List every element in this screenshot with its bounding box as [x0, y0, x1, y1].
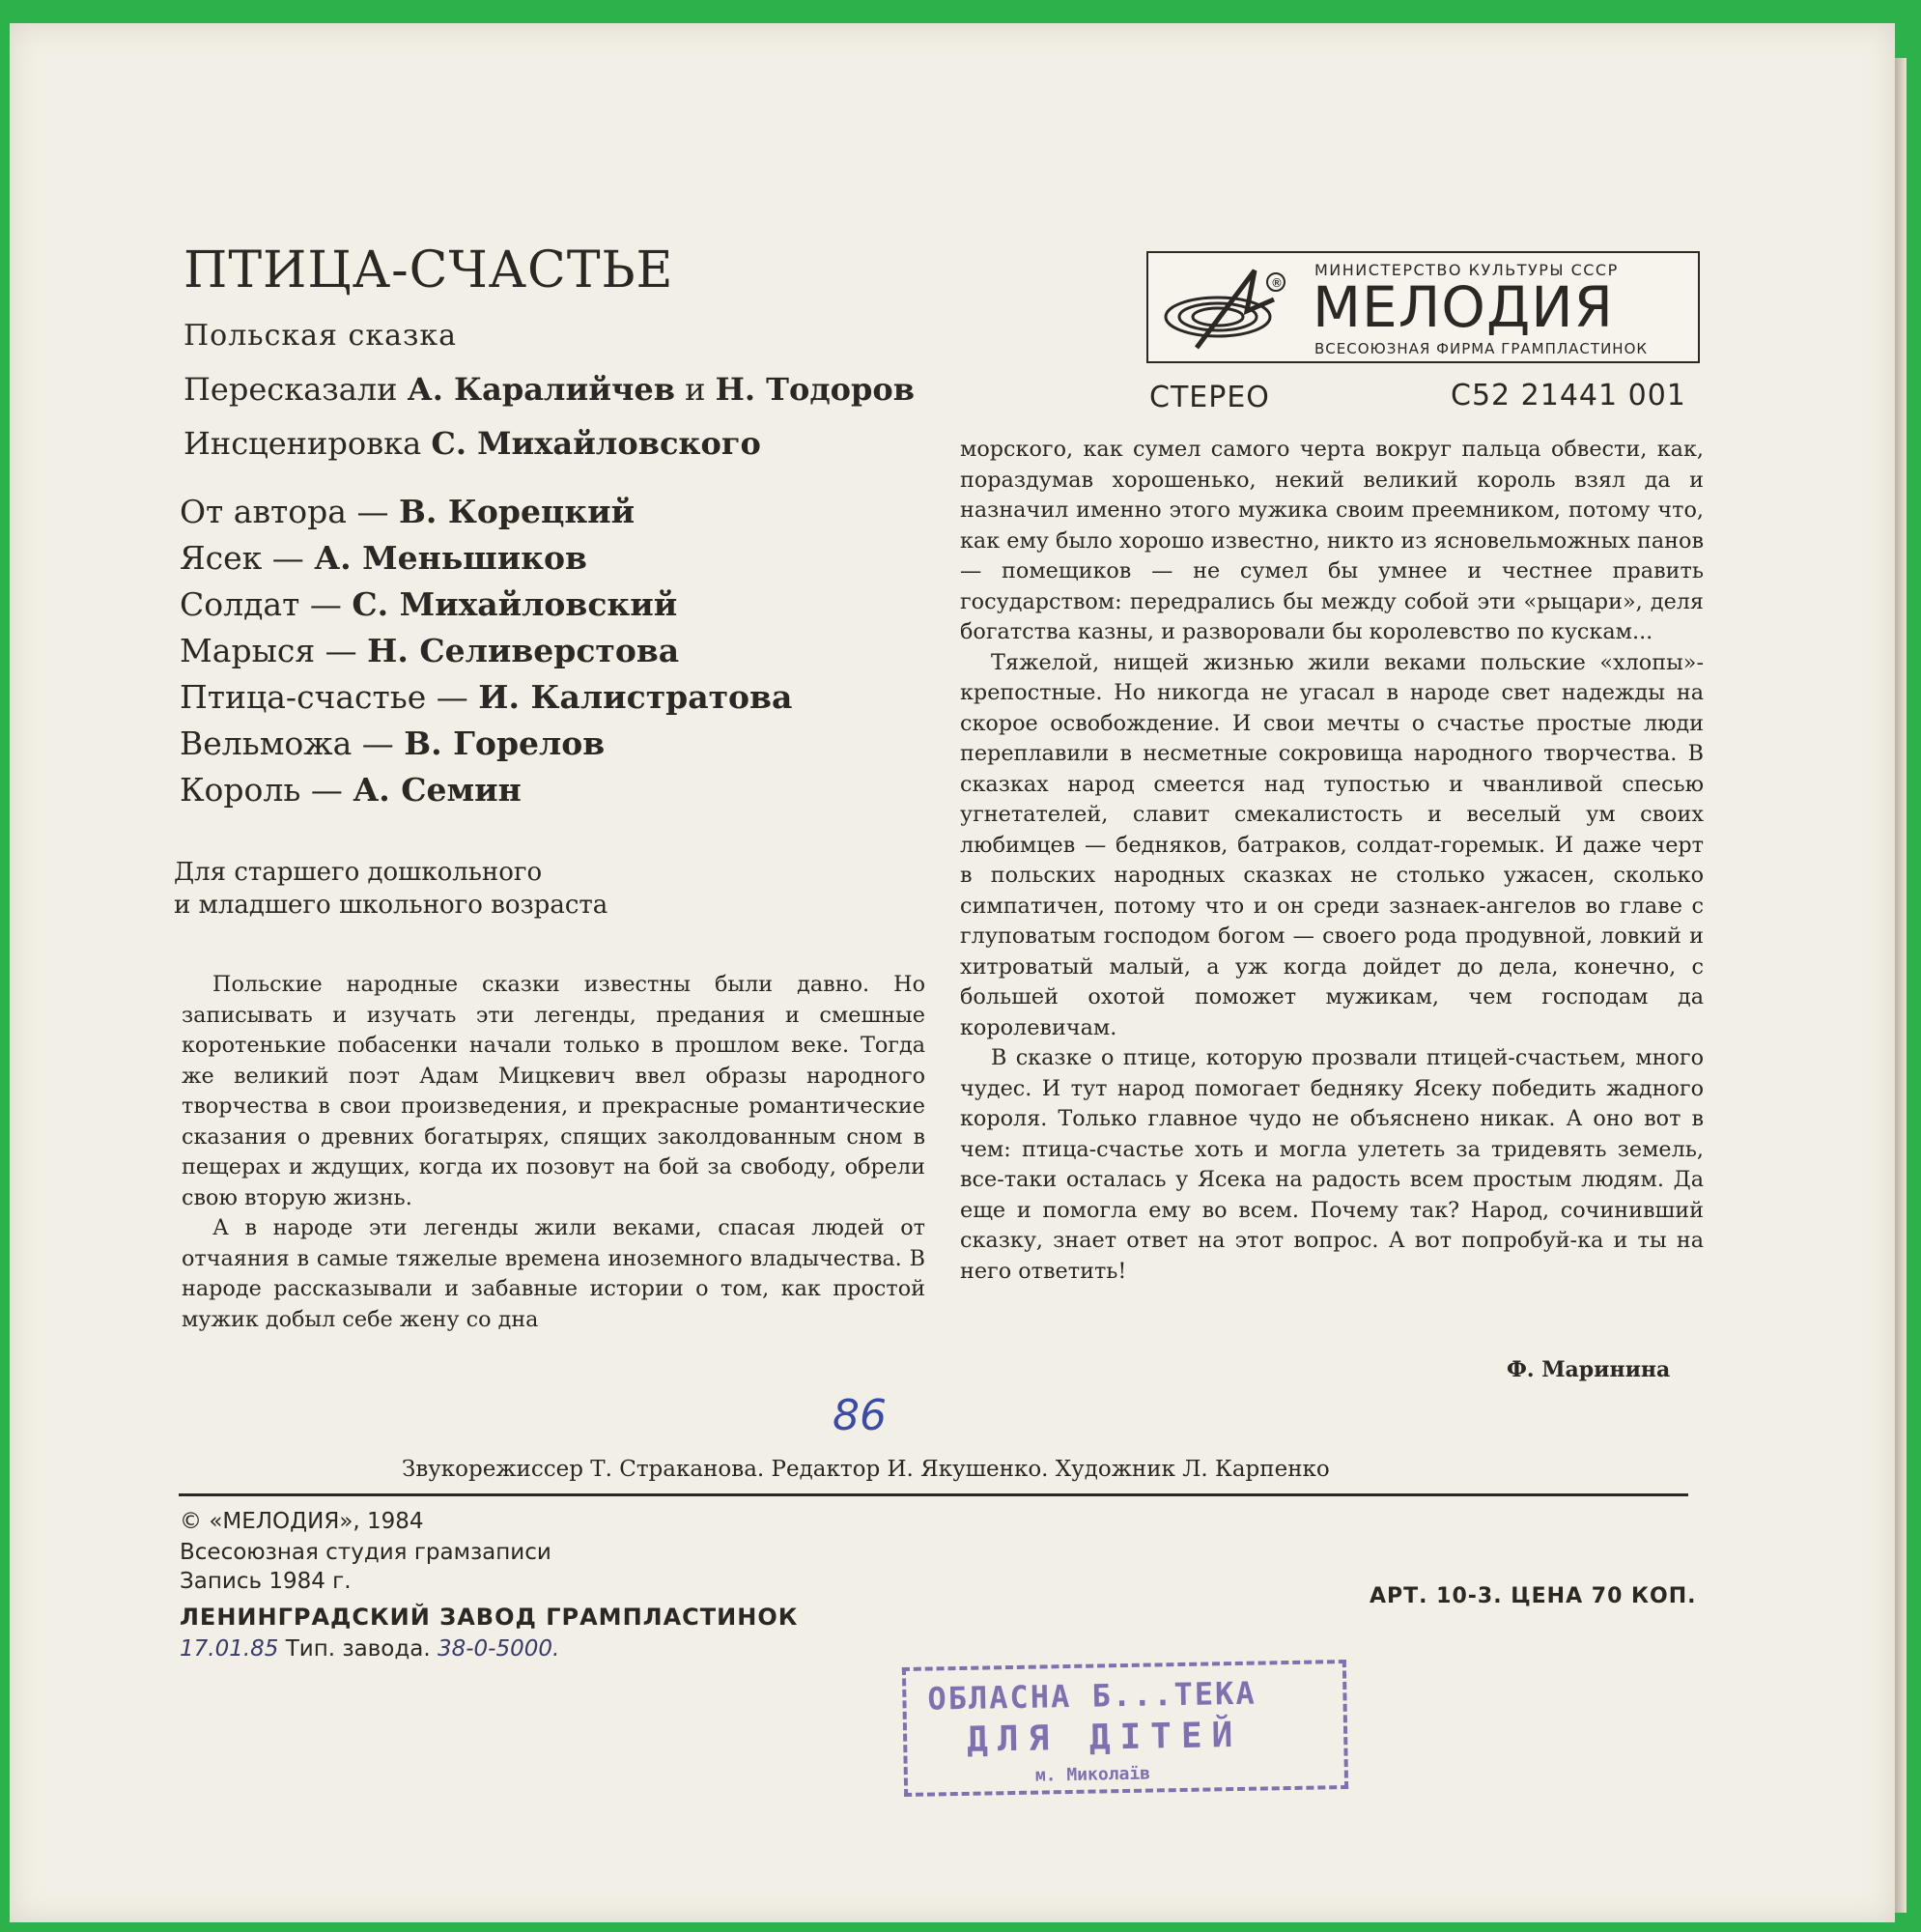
- paragraph: А в народе эти легенды жили веками, спасая людей от отчаяния в самые тяжелые времена иноземного владычества. В народе рассказывали и забавные истории о том, как простой мужик добыл себе жену со дна: [182, 1215, 925, 1332]
- catalog-number: С52 21441 001: [1451, 379, 1686, 412]
- logo-ministry: МИНИСТЕРСТВО КУЛЬТУРЫ СССР: [1314, 261, 1619, 279]
- staff-credits: Звукорежиссер Т. Страканова. Редактор И. Якушенко. Художник Л. Карпенко: [402, 1457, 1330, 1482]
- svg-text:®: ®: [1271, 276, 1283, 290]
- cast-line: Марыся — Н. Селиверстова: [180, 632, 680, 669]
- melodiya-emblem-icon: [1158, 261, 1293, 357]
- divider: [179, 1493, 1688, 1496]
- copyright-line: © «МЕЛОДИЯ», 1984: [180, 1509, 424, 1534]
- cast-line: От автора — В. Корецкий: [180, 493, 636, 530]
- paragraph: Польские народные сказки известны были давно. Но записывать и изучать эти легенды, предания и смешные коротенькие побасенки начали только в прошлом веке. Тогда же великий поэт Адам Мицкевич ввел образы народного творчества в свои произведения, и прекрасные романтические сказания о древних богатырях, спящих заколдованным сном в пещерах и ждущих, когда их позовут на бой за свободу, обрели свою вторую жизнь.: [182, 972, 925, 1210]
- melodiya-logo: [1146, 251, 1700, 363]
- paragraph: морского, как сумел самого черта вокруг пальца обвести, как, пораздумав хорошенько, некий великий король взял да и назначил именно этого мужика своим преемником, потому что, как ему было хорошо известно, никто из ясновельможных панов — помещиков — не сумел бы умнее и честнее править государством: передрались бы между собой эти «рыцари», деля богатства казны, и разворовали бы королевство по кускам...: [960, 437, 1704, 644]
- cast-line: Солдат — С. Михайловский: [180, 585, 678, 623]
- annotation-author: Ф. Маринина: [1507, 1357, 1671, 1382]
- age-note-line-2: и младшего школьного возраста: [174, 891, 608, 920]
- album-subtitle: Польская сказка: [184, 319, 457, 353]
- annotation-right-column: [960, 435, 1704, 1287]
- cast-line: Птица-счастье — И. Калистратова: [180, 678, 793, 716]
- paragraph: В сказке о птице, которую прозвали птицей-счастьем, много чудес. И тут народ помогает бедняку Ясеку победить жадного короля. Только главное чудо не объяснено никак. А оно вот в чем: птица-счастье хоть и могла улететь за тридевять земель, все-таки осталась у Ясека на радость всем простым людям. Да еще и помогла ему во всем. Почему так? Народ, сочинивший сказку, знает ответ на этот вопрос. А вот попробуй-ка и ты на него ответить!: [960, 1045, 1704, 1284]
- print-info: 17.01.85 Тип. завода. 38-0-5000.: [180, 1636, 560, 1662]
- price-label: АРТ. 10-3. ЦЕНА 70 КОП.: [1370, 1584, 1697, 1608]
- album-title: ПТИЦА-СЧАСТЬЕ: [184, 242, 674, 299]
- stereo-label: СТЕРЕО: [1149, 381, 1270, 414]
- library-stamp: ОБЛАСНА Б...ТЕКА ДЛЯ ДІТЕЙ м. Миколаїв: [902, 1660, 1348, 1797]
- recording-year: Запись 1984 г.: [180, 1569, 352, 1594]
- retold-credit: Пересказали А. Каралийчев и Н. Тодоров: [184, 371, 915, 408]
- paragraph: Тяжелой, нищей жизнью жили веками польские «хлопы»-крепостные. Но никогда не угасал в народе свет надежды на скорое освобождение. И свои мечты о счастье простые люди переплавили в несметные сокровища народного творчества. В сказках народ смеется над тупостью и чванливой спесью угнетателей, славит смекалистость и веселый ум своих любимцев — бедняков, батраков, солдат-горемык. И даже черт в польских народных сказках не столько ужасен, сколько симпатичен, потому что и он среди зазнаек-ангелов во главе с глуповатым господом богом — своего рода продувной, ловкий и хитроватый малый, а уж когда дойдет до дела, конечно, с большей охотой поможет мужикам, чем господам да королевичам.: [960, 649, 1704, 1040]
- annotation-left-column: [182, 970, 925, 1335]
- cast-line: Король — А. Семин: [180, 771, 522, 809]
- factory-name: ЛЕНИНГРАДСКИЙ ЗАВОД ГРАМПЛАСТИНОК: [180, 1604, 799, 1631]
- age-note-line-1: Для старшего дошкольного: [174, 858, 543, 887]
- cast-line: Ясек — А. Меньшиков: [180, 539, 587, 577]
- studio-line: Всесоюзная студия грамзаписи: [180, 1540, 551, 1565]
- handwritten-number: 86: [833, 1391, 887, 1440]
- staging-credit: Инсценировка С. Михайловского: [184, 425, 761, 462]
- logo-name: МЕЛОДИЯ: [1313, 274, 1614, 340]
- sleeve-edge: [1895, 58, 1907, 1913]
- cast-line: Вельможа — В. Горелов: [180, 724, 606, 762]
- logo-firm: ВСЕСОЮЗНАЯ ФИРМА ГРАМПЛАСТИНОК: [1314, 340, 1649, 357]
